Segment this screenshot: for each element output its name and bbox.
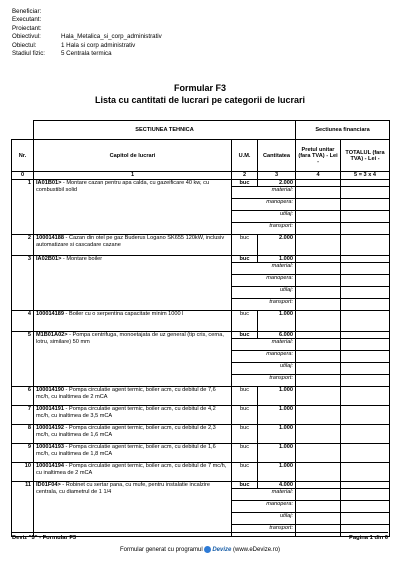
col-header-pret-unitar: Pretul unitar (fara TVA) - Lei - xyxy=(296,140,341,172)
row-desc-text: - Boiler cu o serpentina capacitate minim 1000 l xyxy=(64,311,184,317)
cost-unit-price xyxy=(296,501,341,513)
devize-logo-text: Devize xyxy=(212,547,232,554)
row-um: buc xyxy=(232,387,258,406)
column-header-row xyxy=(12,140,390,172)
col-index: 5 = 3 x 4 xyxy=(341,172,390,180)
table-row xyxy=(12,463,390,482)
cost-label-transport: transport: xyxy=(232,375,296,387)
row-code: 100014192 xyxy=(36,425,64,431)
row-quantity: 4.000 xyxy=(258,482,296,489)
row-total xyxy=(341,387,390,406)
row-desc-text: - Cazan din otel pe gaz Buderus Logano SK655 120kW, inclusiv automatizare si cascadare cazane xyxy=(36,235,225,248)
generator-site: (www.eDevize.ro) xyxy=(233,547,281,554)
cost-total xyxy=(341,275,390,287)
row-quantity: 2.000 xyxy=(258,180,296,187)
row-code: 100014193 xyxy=(36,444,64,450)
row-unit-price xyxy=(296,406,341,425)
cost-unit-price xyxy=(296,299,341,311)
row-um: buc xyxy=(232,463,258,482)
row-quantity: 1.000 xyxy=(258,387,296,406)
row-description xyxy=(34,256,232,311)
row-nr: 4 xyxy=(12,311,34,332)
cost-unit-price xyxy=(296,211,341,223)
row-desc-text: - Pompa centrifuga, monoetajata de uz general (tip cris, cerna, lotru, similare) 50 mm xyxy=(36,332,224,345)
col-index: 2 xyxy=(232,172,258,180)
row-nr: 7 xyxy=(12,406,34,425)
row-nr: 10 xyxy=(12,463,34,482)
row-code: 100014190 xyxy=(36,387,64,393)
row-um: buc xyxy=(232,482,258,489)
row-description xyxy=(34,235,232,256)
row-desc-text: - Pompa circulatie agent termic, boiler acm, cu debitul de 7,6 mc/h, cu inaltimea de 2 mCA xyxy=(36,387,216,400)
row-code: ID01F04> xyxy=(36,482,61,488)
row-code: IA01B01> xyxy=(36,180,62,186)
table-row xyxy=(12,332,390,339)
row-total xyxy=(341,311,390,332)
cost-total xyxy=(341,199,390,211)
header-label: Beneficiar: xyxy=(12,8,42,15)
cost-total xyxy=(341,287,390,299)
header-label: Stadiul fizic: xyxy=(12,50,46,58)
cost-unit-price xyxy=(296,263,341,275)
col-index: 4 xyxy=(296,172,341,180)
row-desc-text: - Montare boiler xyxy=(61,256,103,262)
cost-label-utilaj: utilaj: xyxy=(232,363,296,375)
cost-total xyxy=(341,513,390,525)
row-um: buc xyxy=(232,406,258,425)
cost-label-transport: transport: xyxy=(232,223,296,235)
table-row xyxy=(12,311,390,332)
cost-total xyxy=(341,263,390,275)
row-unit-price xyxy=(296,256,341,263)
devize-logo xyxy=(204,546,231,553)
section-header-row xyxy=(12,121,390,140)
generator-text: Formular generat cu programul xyxy=(119,547,203,554)
row-description xyxy=(34,332,232,387)
table-row xyxy=(12,387,390,406)
row-description xyxy=(34,311,232,332)
cost-unit-price xyxy=(296,223,341,235)
cost-total xyxy=(341,375,390,387)
form-subtitle: Lista cu cantitati de lucrari pe categorii de lucrari xyxy=(94,95,306,105)
cost-label-material: material: xyxy=(232,263,296,275)
cost-label-manopera: manopera: xyxy=(232,275,296,287)
section-fin-header: Sectiunea financiara xyxy=(296,121,390,140)
devize-logo-icon xyxy=(204,546,211,553)
cost-total xyxy=(341,501,390,513)
row-total xyxy=(341,444,390,463)
cost-total xyxy=(341,351,390,363)
header-label: Executant: xyxy=(12,16,42,24)
row-um: buc xyxy=(232,332,258,339)
header-label: Proiectant: xyxy=(12,24,42,32)
cost-label-manopera: manopera: xyxy=(232,351,296,363)
row-desc-text: - Montare cazan pentru apa calda, cu gazeificare 40 kw, cu combustibil solid xyxy=(36,180,210,193)
table-row xyxy=(12,444,390,463)
col-index: 0 xyxy=(12,172,34,180)
document-header xyxy=(12,8,162,58)
row-description xyxy=(34,406,232,425)
table-row xyxy=(12,235,390,256)
cost-label-transport: transport: xyxy=(232,525,296,537)
cost-total xyxy=(341,211,390,223)
header-label: Obiectul: xyxy=(12,41,37,49)
row-description xyxy=(34,482,232,537)
header-value: Hala_Metalica_si_corp_administrativ xyxy=(61,33,162,41)
cost-label-manopera: manopera: xyxy=(232,199,296,211)
row-um: buc xyxy=(232,235,258,256)
row-unit-price xyxy=(296,311,341,332)
row-desc-text: - Pompa circulatie agent termic, boiler acm, cu debitul de 7 mc/h, cu inaltimea de 2 mCA xyxy=(36,463,227,476)
cost-total xyxy=(341,489,390,501)
table-row xyxy=(12,406,390,425)
header-row-obiectivul xyxy=(12,33,162,41)
cost-total xyxy=(341,223,390,235)
header-row-executant xyxy=(12,16,162,24)
row-quantity: 1.000 xyxy=(258,425,296,444)
row-nr: 1 xyxy=(12,180,34,235)
row-quantity: 6.000 xyxy=(258,332,296,339)
row-nr: 9 xyxy=(12,444,34,463)
row-code: 100014194 xyxy=(36,463,64,469)
cost-label-material: material: xyxy=(232,489,296,501)
row-total xyxy=(341,425,390,444)
col-header-capitol: Capitol de lucrari xyxy=(34,140,232,172)
cost-total xyxy=(341,187,390,199)
row-total xyxy=(341,406,390,425)
cost-label-transport: transport: xyxy=(232,299,296,311)
row-code: M1B01A02> xyxy=(36,332,68,338)
cost-label-material: material: xyxy=(232,339,296,351)
header-row-beneficiar xyxy=(12,8,162,16)
header-row-proiectant xyxy=(12,25,162,33)
row-unit-price xyxy=(296,180,341,187)
cost-label-material: material: xyxy=(232,187,296,199)
cost-unit-price xyxy=(296,351,341,363)
page-footer xyxy=(12,535,388,541)
row-description xyxy=(34,444,232,463)
cost-unit-price xyxy=(296,513,341,525)
row-unit-price xyxy=(296,387,341,406)
row-total xyxy=(341,235,390,256)
footer-page-number: Pagina 1 din 6 xyxy=(349,535,388,541)
cost-label-manopera: manopera: xyxy=(232,501,296,513)
row-quantity: 2.000 xyxy=(258,235,296,256)
row-code: 100014188 xyxy=(36,235,64,241)
cost-unit-price xyxy=(296,275,341,287)
cost-unit-price xyxy=(296,489,341,501)
col-header-um: U.M. xyxy=(232,140,258,172)
footer-divider xyxy=(12,532,388,533)
row-total xyxy=(341,463,390,482)
row-nr: 6 xyxy=(12,387,34,406)
cost-total xyxy=(341,339,390,351)
col-header-total: TOTALUL (fara TVA) - Lei - xyxy=(341,140,390,172)
form-title: Formular F3 xyxy=(173,83,226,93)
row-nr: 11 xyxy=(12,482,34,537)
row-code: 100014189 xyxy=(36,311,64,317)
cost-unit-price xyxy=(296,187,341,199)
row-nr: 2 xyxy=(12,235,34,256)
row-um: buc xyxy=(232,311,258,332)
row-quantity: 1.000 xyxy=(258,463,296,482)
cost-unit-price xyxy=(296,339,341,351)
row-description xyxy=(34,180,232,235)
row-total xyxy=(341,332,390,339)
row-um: buc xyxy=(232,425,258,444)
row-desc-text: - Pompa circulatie agent termic, boiler acm, cu debitul de 1,6 mc/h, cu inaltimea de 1,8 mCA xyxy=(36,444,216,457)
row-unit-price xyxy=(296,235,341,256)
row-total xyxy=(341,180,390,187)
row-code: IA02B01> xyxy=(36,256,62,262)
cost-label-utilaj: utilaj: xyxy=(232,287,296,299)
row-quantity: 1.000 xyxy=(258,406,296,425)
row-um: buc xyxy=(232,180,258,187)
cost-total xyxy=(341,363,390,375)
col-header-cantitate: Cantitatea xyxy=(258,140,296,172)
col-header-nr: Nr. xyxy=(12,140,34,172)
row-description xyxy=(34,463,232,482)
row-total xyxy=(341,482,390,489)
footer-doc-name: Deviz "5" - Formular F3 xyxy=(12,535,77,541)
row-quantity: 1.000 xyxy=(258,311,296,332)
col-index: 1 xyxy=(34,172,232,180)
row-unit-price xyxy=(296,463,341,482)
row-um: buc xyxy=(232,444,258,463)
row-quantity: 1.000 xyxy=(258,444,296,463)
row-description xyxy=(34,387,232,406)
row-um: buc xyxy=(232,256,258,263)
row-description xyxy=(34,425,232,444)
row-desc-text: - Pompa circulatie agent termic, boiler acm, cu debitul de 4,2 mc/h, cu inaltimea de 3,5 mCA xyxy=(36,406,216,419)
row-unit-price xyxy=(296,444,341,463)
row-nr: 5 xyxy=(12,332,34,387)
cost-total xyxy=(341,299,390,311)
row-code: 100014191 xyxy=(36,406,64,412)
cost-label-utilaj: utilaj: xyxy=(232,513,296,525)
row-total xyxy=(341,256,390,263)
row-desc-text: - Robinet cu sertar pana, cu mufe, pentru instalatie incalzire centrala, cu diametrul de 1 1/4 xyxy=(36,482,210,495)
row-unit-price xyxy=(296,425,341,444)
header-row-stadiul xyxy=(12,50,162,58)
table-row xyxy=(12,482,390,489)
cost-unit-price xyxy=(296,287,341,299)
cost-unit-price xyxy=(296,375,341,387)
header-label: Obiectivul: xyxy=(12,33,41,41)
header-value: 1 Hala si corp administrativ xyxy=(61,41,136,49)
row-unit-price xyxy=(296,482,341,489)
table-row xyxy=(12,425,390,444)
cost-label-utilaj: utilaj: xyxy=(232,211,296,223)
generator-note xyxy=(0,546,400,553)
cost-unit-price xyxy=(296,199,341,211)
col-index: 3 xyxy=(258,172,296,180)
section-tech-header: SECTIUNEA TEHNICA xyxy=(34,121,296,140)
row-nr: 8 xyxy=(12,425,34,444)
row-quantity: 1.000 xyxy=(258,256,296,263)
table-row xyxy=(12,180,390,187)
column-index-row xyxy=(12,172,390,180)
table-row xyxy=(12,256,390,263)
header-value: 5 Centrala termica xyxy=(61,50,112,58)
row-desc-text: - Pompa circulatie agent termic, boiler acm, cu debitul de 2,3 mc/h, cu inaltimea de 1,6 mCA xyxy=(36,425,216,438)
cost-unit-price xyxy=(296,363,341,375)
row-unit-price xyxy=(296,332,341,339)
row-nr: 3 xyxy=(12,256,34,311)
header-row-obiectul xyxy=(12,42,162,50)
quantities-table xyxy=(11,120,390,537)
